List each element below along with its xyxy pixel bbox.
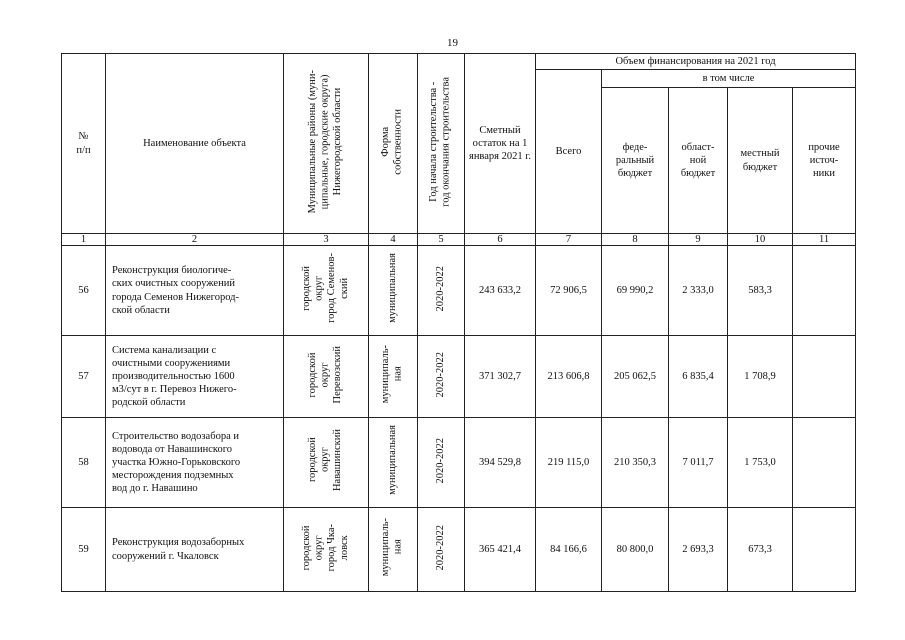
total: 72 906,5 bbox=[536, 246, 602, 336]
regional: 6 835,4 bbox=[669, 336, 728, 418]
ownership: муниципальная bbox=[369, 418, 418, 508]
remainder: 243 633,2 bbox=[465, 246, 536, 336]
total: 84 166,6 bbox=[536, 508, 602, 592]
local: 1 708,9 bbox=[728, 336, 793, 418]
row-number: 56 bbox=[62, 246, 106, 336]
col-index: 11 bbox=[793, 234, 856, 246]
federal: 80 800,0 bbox=[602, 508, 669, 592]
remainder: 371 302,7 bbox=[465, 336, 536, 418]
ownership: муниципаль- ная bbox=[369, 336, 418, 418]
row-number: 58 bbox=[62, 418, 106, 508]
header-remainder: Сметный остаток на 1 января 2021 г. bbox=[465, 54, 536, 234]
header-other: прочие источ- ники bbox=[793, 88, 856, 234]
other bbox=[793, 336, 856, 418]
local: 673,3 bbox=[728, 508, 793, 592]
header-federal: феде- ральный бюджет bbox=[602, 88, 669, 234]
other bbox=[793, 508, 856, 592]
district: городской округ Перевозский bbox=[284, 336, 369, 418]
header-total: Всего bbox=[536, 70, 602, 234]
header-district: Муниципальные районы (муни- ципальные, городские округа) Нижегородской области bbox=[284, 54, 369, 234]
regional: 2 333,0 bbox=[669, 246, 728, 336]
col-index: 8 bbox=[602, 234, 669, 246]
district: городской округ город Семенов- ский bbox=[284, 246, 369, 336]
years: 2020-2022 bbox=[418, 418, 465, 508]
remainder: 365 421,4 bbox=[465, 508, 536, 592]
ownership: муниципаль- ная bbox=[369, 508, 418, 592]
row-number: 57 bbox=[62, 336, 106, 418]
column-index-row bbox=[62, 234, 856, 246]
header-regional: област- ной бюджет bbox=[669, 88, 728, 234]
col-index: 1 bbox=[62, 234, 106, 246]
col-index: 3 bbox=[284, 234, 369, 246]
col-index: 2 bbox=[106, 234, 284, 246]
district: городской округ город Чка- ловск bbox=[284, 508, 369, 592]
regional: 7 011,7 bbox=[669, 418, 728, 508]
table-row bbox=[62, 246, 856, 336]
header-name: Наименование объекта bbox=[106, 54, 284, 234]
federal: 205 062,5 bbox=[602, 336, 669, 418]
page-number: 19 bbox=[447, 37, 458, 49]
col-index: 4 bbox=[369, 234, 418, 246]
table-row bbox=[62, 418, 856, 508]
ownership: муниципальная bbox=[369, 246, 418, 336]
table-row bbox=[62, 508, 856, 592]
total: 213 606,8 bbox=[536, 336, 602, 418]
header-ownership: Форма собственности bbox=[369, 54, 418, 234]
years: 2020-2022 bbox=[418, 336, 465, 418]
regional: 2 693,3 bbox=[669, 508, 728, 592]
col-index: 7 bbox=[536, 234, 602, 246]
local: 1 753,0 bbox=[728, 418, 793, 508]
table-row bbox=[62, 336, 856, 418]
header-row-1 bbox=[62, 54, 856, 70]
col-index: 5 bbox=[418, 234, 465, 246]
district: городской округ Навашинский bbox=[284, 418, 369, 508]
years: 2020-2022 bbox=[418, 508, 465, 592]
object-name: Строительство водозабора и водовода от Навашинского участка Южно-Горьковского месторождения подземных вод до г. Навашино bbox=[106, 418, 284, 508]
col-index: 6 bbox=[465, 234, 536, 246]
total: 219 115,0 bbox=[536, 418, 602, 508]
header-num: № п/п bbox=[62, 54, 106, 234]
remainder: 394 529,8 bbox=[465, 418, 536, 508]
object-name: Реконструкция водозаборных сооружений г. Чкаловск bbox=[106, 508, 284, 592]
header-including: в том числе bbox=[602, 70, 856, 88]
col-index: 10 bbox=[728, 234, 793, 246]
federal: 69 990,2 bbox=[602, 246, 669, 336]
header-funding: Объем финансирования на 2021 год bbox=[536, 54, 856, 70]
object-name: Реконструкция биологиче- ских очистных сооружений города Семенов Нижегород- ской области bbox=[106, 246, 284, 336]
other bbox=[793, 246, 856, 336]
funding-table bbox=[61, 53, 856, 592]
years: 2020-2022 bbox=[418, 246, 465, 336]
object-name: Система канализации с очистными сооружениями производительностью 1600 м3/сут в г. Перевоз Нижего- родской области bbox=[106, 336, 284, 418]
col-index: 9 bbox=[669, 234, 728, 246]
federal: 210 350,3 bbox=[602, 418, 669, 508]
other bbox=[793, 418, 856, 508]
header-years: Год начала строительства - год окончания строительства bbox=[418, 54, 465, 234]
local: 583,3 bbox=[728, 246, 793, 336]
header-local: местный бюджет bbox=[728, 88, 793, 234]
row-number: 59 bbox=[62, 508, 106, 592]
